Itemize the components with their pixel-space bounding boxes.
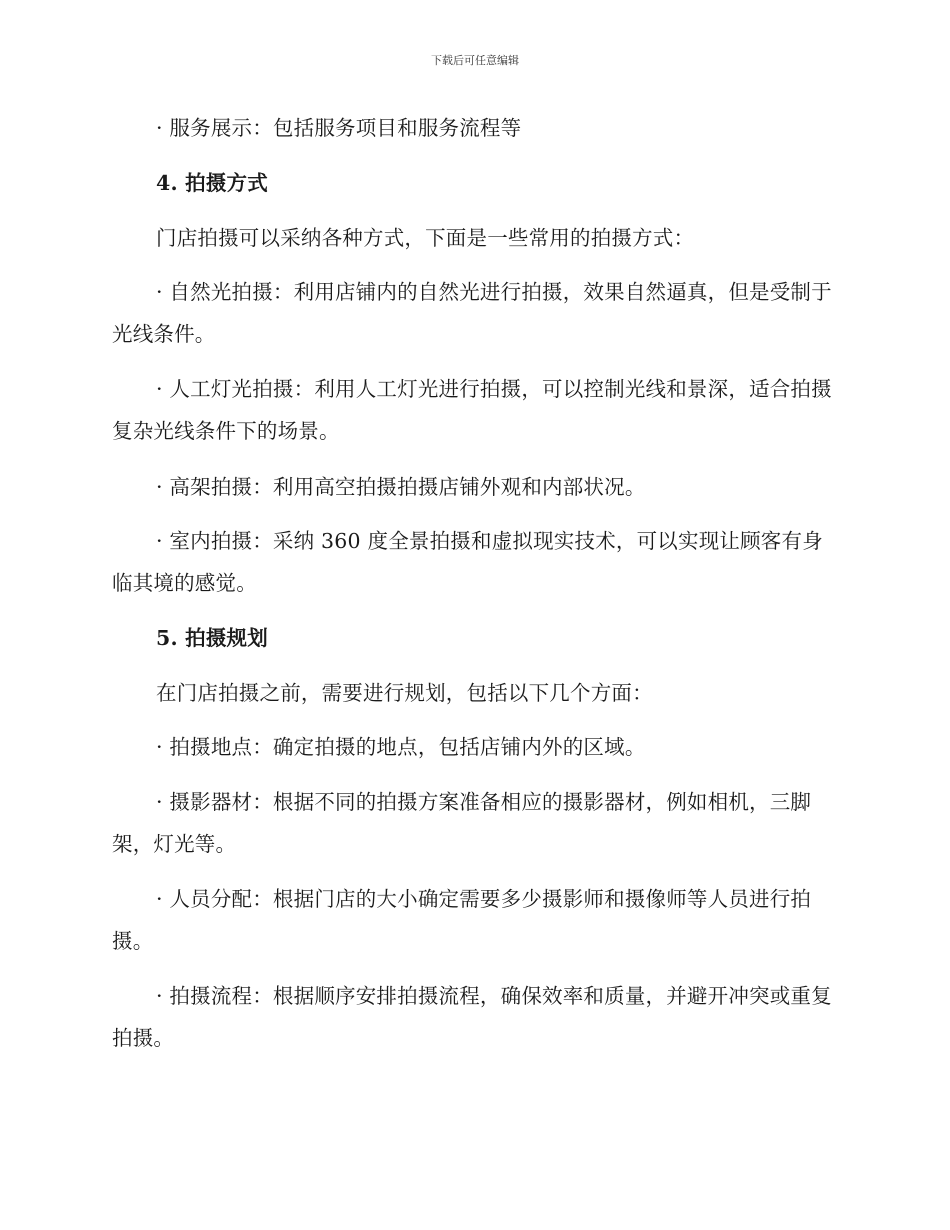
bullet-location: · 拍摄地点：确定拍摄的地点，包括店铺内外的区域。 — [156, 735, 646, 759]
section-heading-shooting-methods: 4. 拍摄方式 — [156, 171, 268, 195]
bullet-equipment: · 摄影器材：根据不同的拍摄方案准备相应的摄影器材，例如相机，三脚架，灯光等。 — [112, 790, 812, 856]
bullet-workflow: · 拍摄流程：根据顺序安排拍摄流程，确保效率和质量，并避开冲突或重复拍摄。 — [112, 984, 832, 1050]
section-heading-shooting-plan: 5. 拍摄规划 — [156, 626, 268, 650]
bullet-artificial-light: · 人工灯光拍摄：利用人工灯光进行拍摄，可以控制光线和景深，适合拍摄复杂光线条件下的场景。 — [112, 377, 832, 443]
bullet-elevated-shooting: · 高架拍摄：利用高空拍摄拍摄店铺外观和内部状况。 — [156, 475, 646, 499]
bullet-staffing: · 人员分配：根据门店的大小确定需要多少摄影师和摄像师等人员进行拍摄。 — [112, 887, 812, 953]
bullet-indoor-shooting: · 室内拍摄：采纳 360 度全景拍摄和虚拟现实技术，可以实现让顾客有身临其境的感觉。 — [112, 529, 823, 595]
bullet-service-display: · 服务展示：包括服务项目和服务流程等 — [156, 116, 522, 140]
bullet-natural-light: · 自然光拍摄：利用店铺内的自然光进行拍摄，效果自然逼真，但是受制于光线条件。 — [112, 280, 832, 346]
paragraph-methods-intro: 门店拍摄可以采纳各种方式，下面是一些常用的拍摄方式： — [156, 226, 695, 250]
page-header: 下载后可任意编辑 — [431, 54, 519, 67]
paragraph-plan-intro: 在门店拍摄之前，需要进行规划，包括以下几个方面： — [156, 681, 653, 705]
